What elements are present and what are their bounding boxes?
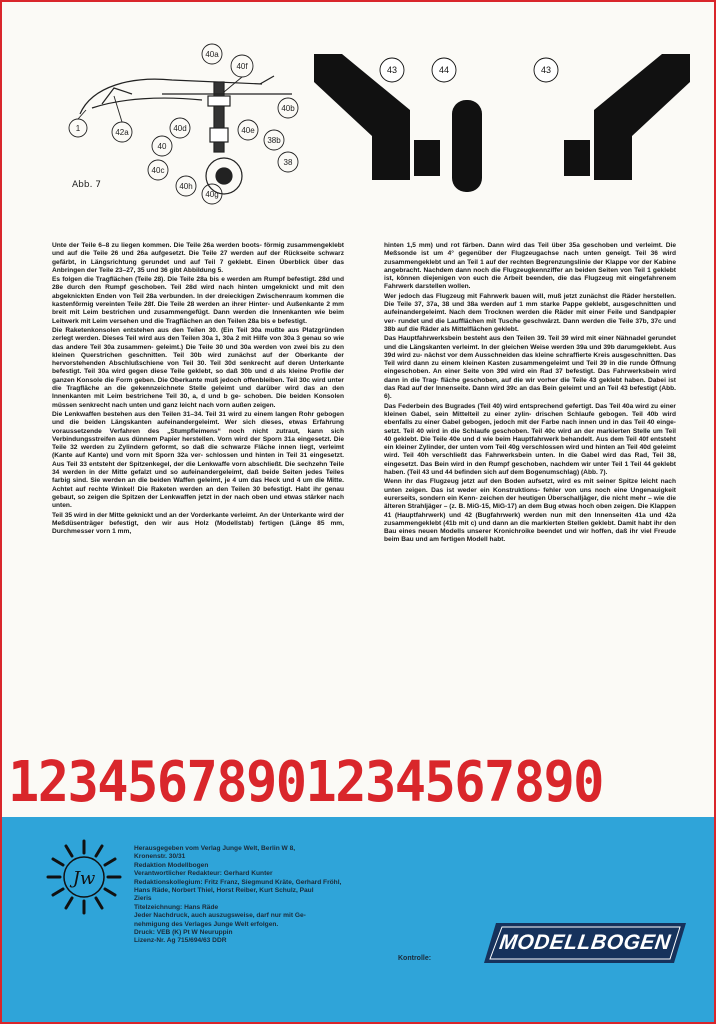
label-42a: 42a — [115, 128, 129, 137]
label-40d: 40d — [173, 124, 187, 133]
label-38b: 38b — [267, 136, 281, 145]
paragraph: Teil 35 wird in der Mitte geknickt und an der Vorderkante verleimt. An der Unterkante wird der Meßdüsenträger befestigt, den wir aus Holz (Modellstab) fertigen (Länge 85 mm, Durchmesser vorn 1 mm, — [52, 511, 344, 536]
paragraph: Unte der Teile 6–8 zu liegen kommen. Die Teile 26a werden boots- förmig zusammengeklebt und auf die Teile 26 und 26a aufgesetzt. Die Teile 27 werden auf der Rückseite schwarz gefärbt, in Längsrichtung gerundet und auf Teil 7 geklebt. Einen Überblick über das Anbringen der Teile 23–27, 35 und 36 gibt Abbildung 5. — [52, 242, 344, 274]
label-40e: 40e — [241, 126, 255, 135]
imprint-line: Hans Räde, Norbert Thiel, Horst Reiber, Kurt Schulz, Paul — [134, 887, 314, 895]
paragraph: Das Federbein des Bugrades (Teil 40) wird entsprechend gefertigt. Das Teil 40a wird zu einer kleinen Gabel, sein Mittelteil zu einer zylin- drischen Schlaufe gebogen. Teil 40b wird ebenfalls zu einer Gabel gebogen, jedoch mit der Farbe nach innen und in das Teil 40 einge- setzt. Teil 40 wird in die Schlaufe geschoben. Teil 40c wird an der markierten Stelle um Teil 40 geklebt. Die Teile 40e und d wie beim Hauptfahrwerk behandelt. Aus dem Teil 40f entsteht ein kleiner Zylinder, der unten vom Teil 40g verschlossen wird und hinten an Teil 40d geleimt wird. Teil 40h verschließt das Fahrwerksbein unten. In die Gabel wird das Rad, Teil 38, eingesetzt. Das Bein wird in den Rumpf geschoben, nachdem wir unter Teil 1 Teil 44 geklebt haben. (Teil 43 und 44 befinden sich auf dem Bogenumschlag) (Abb. 7). — [384, 402, 676, 477]
imprint-line: Kronenstr. 30/31 — [134, 853, 186, 861]
paragraph: Wenn ihr das Flugzeug jetzt auf den Boden aufsetzt, wird es mit seiner Spitze leicht nach unten zeigen. Das ist weder ein Konstruktions- fehler von uns noch eine Ungenauigkeit eurerseits, sondern ein Kenn- zeichen der heutigen Überschalljäger, die nicht mehr – wie die älteren Strahljäger – (z. B. MiG-15, MiG-17) an dem Bug etwas hoch oben zeigen. Die Klappen 41 (Hauptfahrwerk) und 42 (Bugfahrwerk) werden nun mit den Innenseiten 41a und 42a zusammengeklebt (41b mit c) und dann an die markierten Stellen geklebt. Damit habt ihr den Bau eines neuen Modells unserer Kronichroike beendet und wir hoffen, daß ihr viel Freude beim Bau und am fertigen Modell habt. — [384, 478, 676, 544]
figure-caption: Abb. 7 — [72, 180, 102, 190]
label-44: 44 — [438, 65, 450, 75]
imprint-line: Titelzeichnung: Hans Räde — [134, 903, 219, 911]
label-40a: 40a — [205, 50, 219, 59]
paragraph: Die Raketenkonsolen entstehen aus den Teilen 30. (Ein Teil 30a mußte aus Platzgründen zerlegt werden. Dieses Teil wird aus den Teilen 30a 1, 30a 2 mit Hilfe von 30a 3 genau so wie das andere Teil 30a zusammen- geleimt.) Die Teile 30 und 30a werden von zwei bis zu den kleinen Querstrichen geschnitten. Teil 30b wird zunächst auf der Oberkante der hervorstehenden Abschlußschiene von Teil 30. Teil 30d senkrecht auf deren Unterkante befestigt. Teil 30a wird gegen diese Teile geklebt, so daß 30b und d als kleine Profile der ganzen Konsole die Form geben. Die Oberkante muß jedoch offenbleiben. Teil 30c wird unter die Tragfläche an die gekennzeichnete Stelle geleimt und darüber wird das an den Innenkanten mit Leim bestrichene Teil 30, a, d und b ge- schoben. Die beiden Konsolen müssen senkrecht nach unten und ganz leicht nach vorn außen zeigen. — [52, 326, 344, 409]
label-43-left: 43 — [386, 65, 398, 75]
label-40: 40 — [157, 142, 167, 151]
imprint-line: Lizenz-Nr. Ag 715/694/63 DDR — [134, 937, 227, 945]
fuselage-outline — [80, 76, 274, 114]
paragraph: hinten 1,5 mm) und rot färben. Dann wird das Teil über 35a geschoben und verleimt. Die Meßsonde ist um 4° gegenüber der Flugzeugachse nach unten geneigt. Teil 36 wird zusammengeklebt und an Teil 1 auf der rechten Begrenzungslinie der Klappe vor der Kabine angebracht. Nachdem dann noch die Flugzeugkennziffer an beiden Seiten von Teil 1 geklebt ist, können diejenigen von euch die Arbeit beenden, die das Flugzeug mit eingefahrenem Fahrwerk darstellen wollen. — [384, 242, 676, 291]
imprint-line: Verantwortlicher Redakteur: Gerhard Kunter — [134, 870, 273, 878]
label-40c: 40c — [151, 166, 165, 175]
logo-monogram: Jw — [72, 868, 96, 889]
imprint-line: nehmigung des Verlages Junge Welt erfolgen. — [134, 920, 279, 928]
instructions-column-left — [52, 242, 344, 750]
modellbogen-badge — [482, 921, 688, 965]
paragraph: Es folgen die Tragflächen (Teile 28). Die Teile 28a bis e werden am Rumpf befestigt. 28d und 28e durch den Rumpf geschoben. Teil 28d wird nach hinten umgeknickt und mit den abgeknickten Enden von Teil 28a verbunden. In der dreieckigen Zwischenraum kommen die kastenförmig vereinten Teile 28f. Die Teile 28 werden an ihrer Hinter- und Außenkante 2 mm breit mit Leim bestrichen und zusammengefügt. Dann werden die Innenkanten wie beim Leitwerk mit Leim versehen und die Tragflächen an den Teilen 28a bis e befestigt. — [52, 276, 344, 325]
imprint-line: Zieris — [134, 895, 152, 903]
imprint-line: Redaktion Modellbogen — [134, 861, 209, 869]
paragraph: Wer jedoch das Flugzeug mit Fahrwerk bauen will, muß jetzt zunächst die Räder herstellen. Die Teile 37, 37a, 38 und 38a werden auf 1 mm starke Pappe geklebt, ausgeschnitten und aufeinandergeleimt. Nach dem Trocknen werden die Räder mit einer Feile und Sandpapier ver- rundet und die Laufflächen mit Tusche geschwärzt. Dann werden die Teile 37b, 37c und 38b auf die Räder als Mittelflächen geklebt. — [384, 292, 676, 333]
number-strip: 12345678901234567890 — [8, 754, 603, 810]
label-40g: 40g — [205, 190, 219, 199]
label-40b: 40b — [281, 104, 295, 113]
instructions-column-right — [384, 242, 676, 712]
paragraph: Das Hauptfahrwerksbein besteht aus den Teilen 39. Teil 39 wird mit einer Nähnadel gerundet und die Längskanten verleimt. In der gleichen Weise werden 39a und 39b darumgeklebt. Aus 39d wird zu- nächst vor dem Ausschneiden das kleine schraffierte Kreis ausgeschnitten. Das Teil wird dann zu einem kleinen Kasten zusammengeleimt und Teil 39 in die runde Öffnung eingeschoben. An einer Seite von 39d wird ein Rad 37 befestigt. Das Fahrwerksbein wird dann in die Trag- fläche geschoben, auf die wir vorher die Teile 43 geklebt haben. Dabei ist das Rad auf der Innenseite. Dann wird 39c an das Bein geleimt und an Teil 43 befestigt (Abb. 6). — [384, 335, 676, 401]
imprint-line: Jeder Nachdruck, auch auszugsweise, darf nur mit Ge- — [134, 912, 306, 920]
label-38: 38 — [283, 158, 293, 167]
imprint-block — [134, 845, 384, 946]
parts-43-44-diagram — [302, 40, 702, 200]
footer-panel — [2, 817, 714, 1024]
imprint-line: Druck: VEB (K) Pt W Neuruppin — [134, 929, 233, 937]
imprint-line: Herausgegeben vom Verlag Junge Welt, Berlin W 8, — [134, 845, 296, 852]
imprint-line: Redaktionskollegium: Fritz Franz, Siegmund Kräte, Gerhard Fröhl, — [134, 878, 342, 886]
brand-wordmark: MODELLBOGEN — [497, 931, 673, 954]
label-40f: 40f — [236, 62, 248, 71]
junge-welt-logo — [44, 837, 124, 917]
paragraph: Die Lenkwaffen bestehen aus den Teilen 31–34. Teil 31 wird zu einem langen Rohr gebogen und die beiden Längskanten aufeinandergeleimt. Wer sich dieses, etwas Erfahrung voraussetzende Verfahren des „Stumpfleimens“ noch nicht zutraut, kann sich Verbindungsstreifen aus dünnem Papier herstellen. Vorn wird der Sporn 31a eingesetzt. Die Teile 32 werden zu Zylindern geformt, so daß die schwarze Fläche innen liegt, verleimt (Kante auf Kante) und vorn mit Sporn 32a ver- schlossen und hinten in Teil 31 eingesetzt. Aus Teil 33 entsteht der Spitzenkegel, der die Lenkwaffe vorn abschließt. Die sechzehn Teile 34 werden in der Mitte gefalzt und so aufeinandergeleimt, daß beide Seiten jedes Teiles farbig sind. Sie werden an die beiden Waffen geleimt, je 4 um das Heck und 4 um die Mitte. Achtet auf rechte Winkel! Die Raketen werden an den Teilen 30 befestigt. Habt ihr genau gebaut, so zeigen die Spitzen der Lenkwaffen jetzt in der nach oben und etwas stärker nach unten. — [52, 410, 344, 510]
label-1: 1 — [75, 124, 81, 133]
kontrolle-label: Kontrolle: — [398, 955, 432, 962]
part-43-right — [594, 54, 690, 180]
label-43-right: 43 — [540, 65, 552, 75]
part-44 — [452, 100, 482, 192]
label-40h: 40h — [179, 182, 193, 191]
